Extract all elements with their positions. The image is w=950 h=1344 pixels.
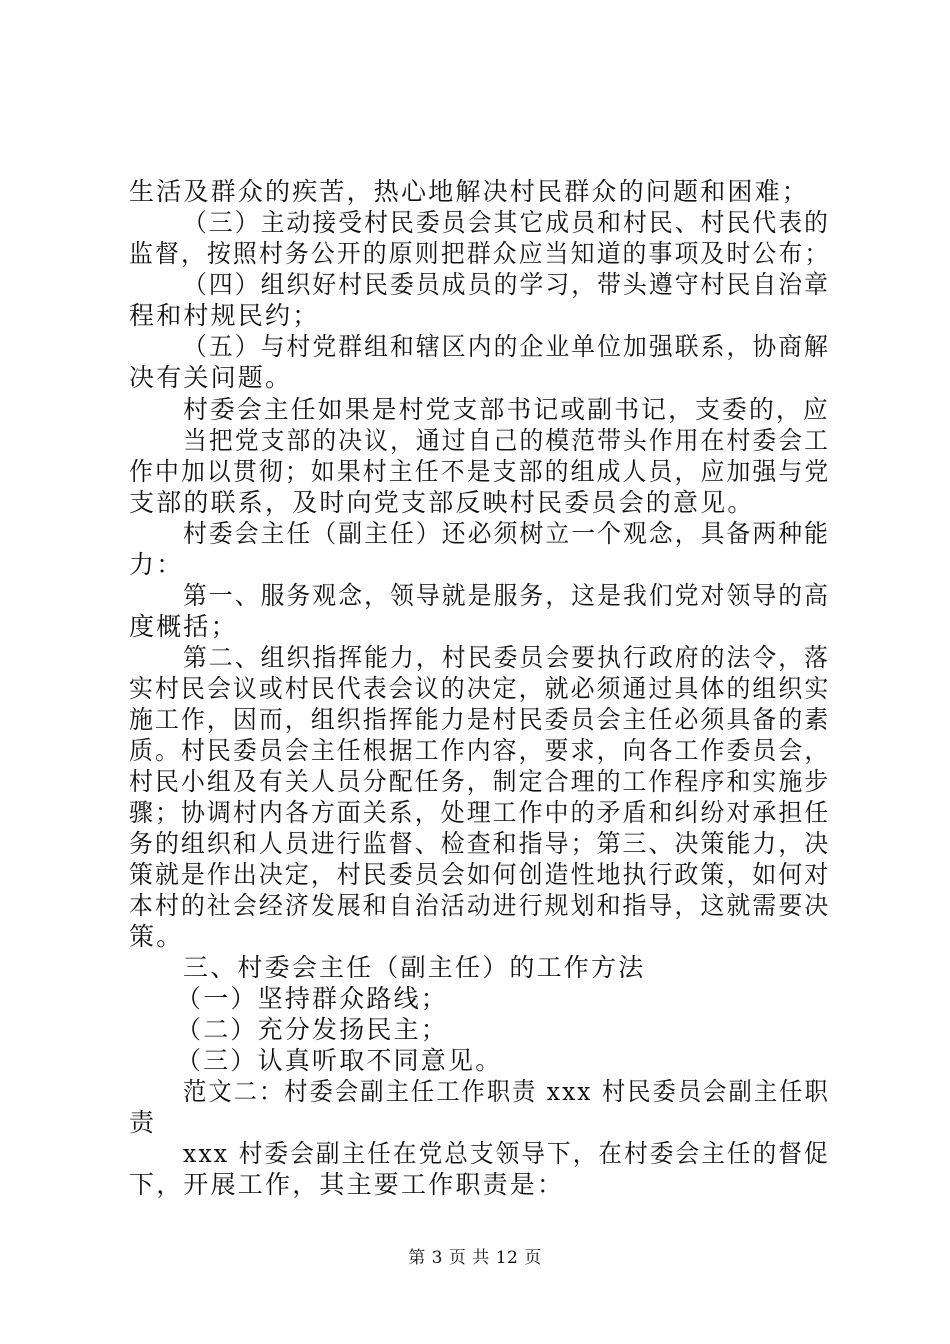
text-line: 策。 — [129, 922, 184, 951]
text-line: （三）主动接受村民委员会其它成员和村民、村民代表的 — [183, 208, 831, 237]
list-item: （三）认真听取不同意见。 — [176, 1046, 503, 1075]
text-line: （五）与村党群组和辖区内的企业单位加强联系，协商解 — [183, 332, 831, 361]
text-line: xxx 村委会副主任在党总支领导下，在村委会主任的督促 — [183, 1139, 830, 1168]
text-line: 村委会主任（副主任）还必须树立一个观念，具备两种能 — [183, 519, 831, 548]
list-item: （二）充分发扬民主； — [176, 1015, 449, 1044]
text-line: 第二、组织指挥能力，村民委员会要执行政府的法令，落 — [183, 643, 831, 672]
text-line: 责 — [129, 1108, 157, 1137]
text-line: 力： — [129, 550, 184, 579]
text-line: （四）组织好村民委员成员的学习，带头遵守村民自治章 — [183, 270, 831, 299]
text-line: 决有关问题。 — [129, 363, 293, 392]
text-line: 度概括； — [129, 612, 238, 641]
text-line: 村民小组及有关人员分配任务，制定合理的工作程序和实施步 — [129, 767, 831, 796]
text-line: 当把党支部的决议，通过自己的模范带头作用在村委会工 — [183, 426, 831, 455]
text-line: 程和村规民约； — [129, 301, 320, 330]
text-line: 支部的联系，及时向党支部反映村民委员会的意见。 — [129, 488, 755, 517]
text-line: 村委会主任如果是村党支部书记或副书记，支委的，应 — [183, 395, 830, 424]
text-line: 质。村民委员会主任根据工作内容，要求，向各工作委员会， — [129, 736, 831, 765]
text-line: 第一、服务观念，领导就是服务，这是我们党对领导的高 — [183, 581, 831, 610]
text-line: 实村民会议或村民代表会议的决定，就必须通过具体的组织实 — [129, 674, 831, 703]
text-line: 监督，按照村务公开的原则把群众应当知道的事项及时公布； — [129, 239, 831, 268]
text-line: 本村的社会经济发展和自治活动进行规划和指导，这就需要决 — [129, 891, 831, 920]
text-line: 下，开展工作，其主要工作职责是： — [129, 1170, 565, 1199]
text-line: 范文二：村委会副主任工作职责 xxx 村民委员会副主任职 — [183, 1077, 830, 1106]
page-number: 第 3 页 共 12 页 — [408, 1248, 542, 1268]
text-line: 施工作，因而，组织指挥能力是村民委员会主任必须具备的素 — [129, 705, 831, 734]
text-line: 作中加以贯彻；如果村主任不是支部的组成人员，应加强与党 — [129, 457, 831, 486]
list-item: （一）坚持群众路线； — [176, 984, 449, 1013]
text-line: 务的组织和人员进行监督、检查和指导；第三、决策能力，决 — [129, 829, 831, 858]
text-line: 策就是作出决定，村民委员会如何创造性地执行政策，如何对 — [129, 860, 831, 889]
text-line: 骤；协调村内各方面关系，处理工作中的矛盾和纠纷对承担任 — [129, 798, 831, 827]
text-line: 生活及群众的疾苦，热心地解决村民群众的问题和困难； — [129, 177, 810, 206]
section-heading: 三、村委会主任（副主任）的工作方法 — [183, 953, 646, 982]
